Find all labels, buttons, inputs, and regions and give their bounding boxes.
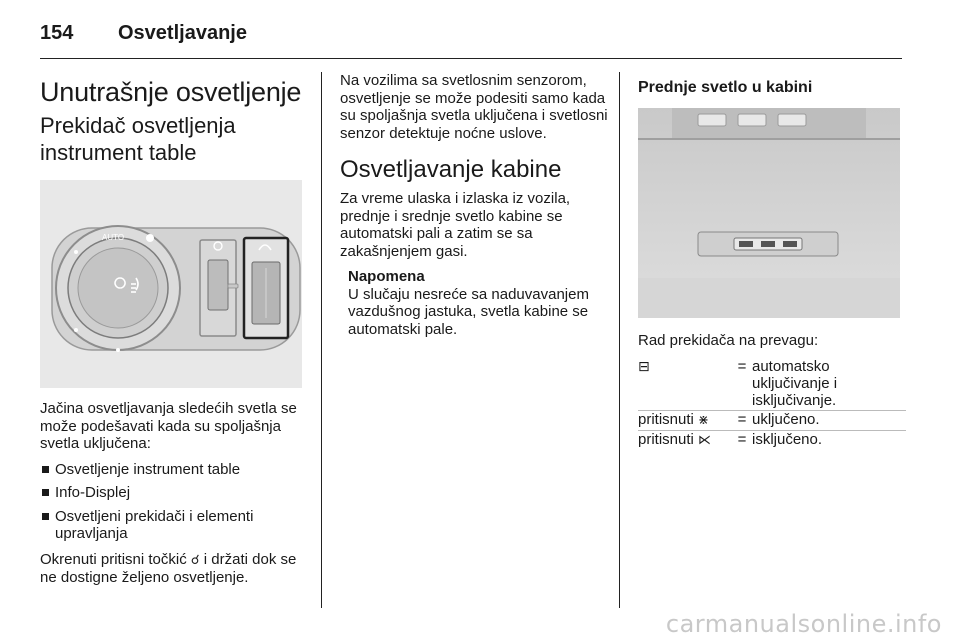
- page-header: [40, 14, 910, 50]
- subsection-title: Osvetljavanje kabine: [340, 156, 562, 183]
- lamp-on-icon: [739, 241, 753, 247]
- table-key: [638, 430, 732, 450]
- header-divider: [40, 58, 902, 59]
- table-key: [638, 410, 732, 430]
- note-title: Napomena: [348, 268, 425, 285]
- list-item: Osvetljeni prekidači i elementi upravljanja: [40, 508, 308, 543]
- column-3: [638, 72, 906, 450]
- column-divider: [321, 72, 322, 608]
- note-body: U slučaju nesreće sa naduvavanjem vazdušnog jastuka, svetla kabine se automatski pale.: [348, 285, 589, 338]
- note-block: [340, 268, 608, 338]
- table-equals: =: [732, 358, 752, 411]
- table-value: isključeno.: [752, 430, 823, 448]
- table-row: [638, 410, 906, 430]
- figure-title: Prednje svetlo u kabini: [638, 79, 813, 96]
- section-title: Unutrašnje osvetljenje: [40, 77, 302, 107]
- instruction-paragraph: [40, 551, 308, 587]
- auto-label: AUTO: [102, 233, 125, 242]
- light-switch-illustration: [40, 180, 302, 388]
- front-courtesy-light-image: [638, 108, 900, 318]
- instruction-text: Okrenuti pritisni točkić: [40, 550, 187, 568]
- courtesy-light-illustration: [638, 108, 900, 318]
- table-key-text: pritisnuti: [638, 410, 694, 428]
- column-divider: [619, 72, 620, 608]
- dimmer-icon: ☌: [190, 552, 200, 568]
- intro-paragraph: Jačina osvetljavanja sledećih svetla se može podešavati kada su spoljašnja svetla uključena:: [40, 400, 297, 452]
- table-equals: =: [737, 430, 747, 448]
- list-item: Info-Displej: [40, 484, 308, 502]
- instruction-text: i držati dok se ne dostigne željeno osvetljenje.: [40, 550, 297, 586]
- table-equals: =: [732, 410, 752, 430]
- table-key: [638, 358, 732, 411]
- table-value: uključeno.: [752, 410, 906, 430]
- body-paragraph: Za vreme ulaska i izlaska iz vozila, prednje i srednje svetlo kabine se automatski pali a zatim se sa zakašnjenjem gasi.: [340, 190, 571, 260]
- door-icon: ⊟: [638, 358, 650, 375]
- column-1: [40, 72, 308, 595]
- lamp-on-icon: ⋇: [698, 412, 709, 428]
- watermark: carmanualsonline.info: [665, 610, 942, 638]
- table-key-text: pritisnuti: [638, 430, 694, 448]
- table-row: [638, 430, 906, 450]
- page-number: 154: [40, 22, 74, 44]
- page-section-title: Osvetljavanje: [118, 22, 247, 44]
- list-item: Osvetljenje instrument table: [40, 461, 308, 479]
- table-row: [638, 358, 906, 411]
- door-icon: [761, 241, 775, 247]
- sensor-paragraph: Na vozilima sa svetlosnim senzorom, osvetljenje se može podesiti samo kada su spoljašnja svetla uključena i svetlosni senzor detektuje noćne uslove.: [340, 72, 608, 142]
- switch-operation-table: [638, 358, 906, 450]
- instrument-light-switch-image: [40, 180, 302, 388]
- adjustable-lights-list: [40, 461, 308, 543]
- lamp-off-icon: ⋉: [698, 432, 712, 448]
- table-value: automatsko uključivanje i isključivanje.: [752, 358, 906, 411]
- lamp-off-icon: [783, 241, 797, 247]
- subsection-title: Prekidač osvetljenja instrument table: [40, 113, 236, 165]
- figure-caption: Rad prekidača na prevagu:: [638, 332, 819, 349]
- column-2: [340, 72, 608, 346]
